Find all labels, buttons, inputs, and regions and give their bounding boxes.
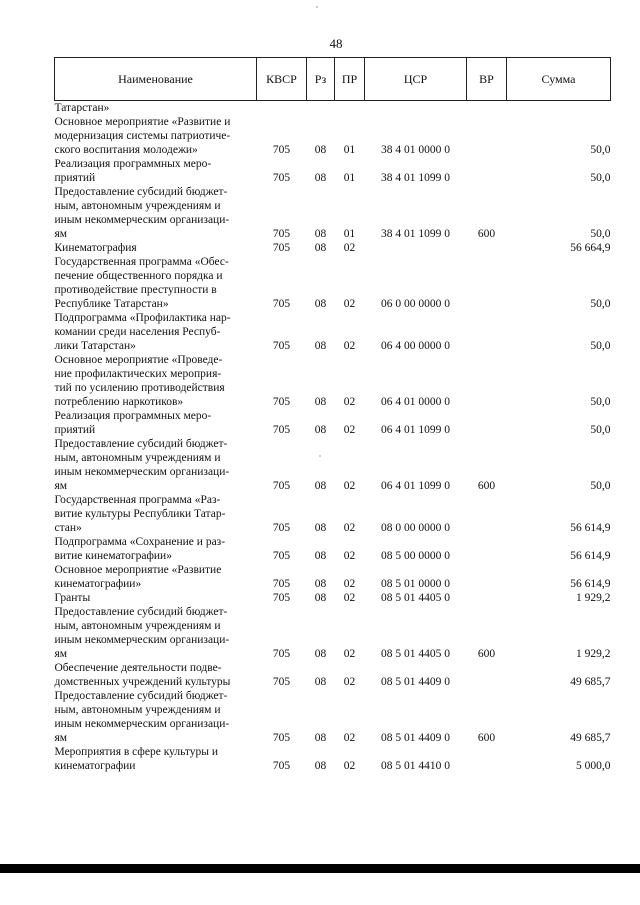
cell-kvsr: 705 (272, 172, 291, 184)
name-line: Основное мероприятие «Развитие (54, 564, 222, 576)
cell-vr (467, 115, 507, 157)
table-row (55, 157, 611, 185)
cell-vr (467, 157, 507, 185)
name-line: Основное мероприятие «Проведе- (54, 354, 223, 366)
cell-rz: 08 (314, 228, 327, 240)
name-line: печение общественного порядка и (54, 270, 223, 282)
page-number: 48 (329, 36, 343, 51)
name-line: ям (54, 228, 68, 240)
cell-pr: 01 (343, 228, 356, 240)
cell-kvsr: 705 (272, 732, 291, 744)
name-line: лики Татарстан» (54, 340, 136, 352)
cell-pr: 02 (343, 550, 356, 562)
name-line: комании среди населения Респуб- (54, 326, 221, 338)
header-vr: ВР (467, 58, 507, 101)
cell-csr (365, 241, 467, 255)
cell-kvsr: 705 (272, 648, 291, 660)
cell-vr: 600 (477, 228, 496, 240)
cell-rz: 08 (314, 550, 327, 562)
table-row (55, 437, 611, 493)
cell-rz: 08 (314, 396, 327, 408)
cell-kvsr: 705 (272, 676, 291, 688)
cell-pr: 02 (343, 242, 356, 254)
name-line: приятий (54, 172, 96, 184)
row-name (55, 353, 257, 409)
cell-rz: 08 (314, 732, 327, 744)
cell-sum: 50,0 (590, 396, 611, 408)
cell-sum: 50,0 (590, 480, 611, 492)
name-line: модернизация системы патриотиче- (54, 130, 231, 142)
row-name (55, 437, 257, 493)
cell-pr: 02 (343, 340, 356, 352)
header-name: Наименование (55, 58, 257, 101)
cell-csr: 38 4 01 1099 0 (381, 172, 450, 184)
cell-vr (467, 661, 507, 689)
header-sum: Сумма (507, 58, 611, 101)
row-name (55, 311, 257, 353)
cell-csr: 08 5 01 4410 0 (381, 760, 450, 772)
cell-rz: 08 (314, 172, 327, 184)
row-name (55, 563, 257, 591)
cell-rz: 08 (314, 760, 327, 772)
cell-vr (467, 311, 507, 353)
cell-vr: 600 (477, 732, 496, 744)
name-line: иным некоммерческим организаци- (54, 718, 230, 730)
cell-pr: 02 (343, 592, 356, 604)
cell-rz: 08 (314, 340, 327, 352)
cell-sum: 50,0 (590, 340, 611, 352)
header-kvsr: КВСР (257, 58, 307, 101)
cell-csr: 38 4 01 1099 0 (381, 228, 450, 240)
cell-kvsr: 705 (272, 242, 291, 254)
header-pr: ПР (335, 58, 365, 101)
row-name (55, 157, 257, 185)
cell-rz: 08 (314, 480, 327, 492)
cell-rz: 08 (314, 144, 327, 156)
row-name (55, 745, 257, 773)
name-line: ным, автономным учреждениям и (54, 620, 221, 632)
row-name (55, 255, 257, 311)
cell-pr: 02 (343, 298, 356, 310)
name-line: Государственная программа «Раз- (54, 494, 221, 506)
cell-vr (467, 493, 507, 535)
cell-rz: 08 (314, 578, 327, 590)
name-line: Предоставление субсидий бюджет- (54, 606, 228, 618)
table-row (55, 591, 611, 605)
cell-csr: 08 5 01 4405 0 (381, 648, 450, 660)
name-line: иным некоммерческим организаци- (54, 466, 230, 478)
name-line: домственных учреждений культуры (54, 676, 231, 688)
name-line: Кинематография (54, 242, 137, 254)
cell-sum: 50,0 (590, 228, 611, 240)
name-line: Государственная программа «Обес- (54, 256, 229, 268)
table-row (55, 115, 611, 157)
cell-pr: 01 (343, 144, 356, 156)
cell-csr: 06 0 00 0000 0 (381, 298, 450, 310)
cell-sum: 49 685,7 (570, 676, 611, 688)
cell-csr: 06 4 01 0000 0 (381, 396, 450, 408)
cell-pr: 02 (343, 676, 356, 688)
name-line: Предоставление субсидий бюджет- (54, 186, 228, 198)
cell-kvsr: 705 (272, 228, 291, 240)
name-line: Основное мероприятие «Развитие и (54, 116, 231, 128)
cell-kvsr: 705 (272, 298, 291, 310)
cell-pr: 02 (343, 424, 356, 436)
name-line: ям (54, 480, 68, 492)
table-row (55, 493, 611, 535)
name-line: витие культуры Республики Татар- (54, 508, 226, 520)
cell-vr (467, 101, 507, 116)
cell-kvsr (257, 101, 307, 116)
name-line: Реализация программных меро- (54, 158, 212, 170)
table-header-row (55, 58, 611, 101)
cell-csr (365, 101, 467, 116)
cell-sum: 49 685,7 (570, 732, 611, 744)
cell-vr (467, 535, 507, 563)
cell-pr: 01 (343, 172, 356, 184)
cell-vr (467, 409, 507, 437)
table-row (55, 101, 611, 116)
name-line: Мероприятия в сфере культуры и (54, 746, 219, 758)
name-line: приятий (54, 424, 96, 436)
table-row (55, 605, 611, 661)
cell-kvsr: 705 (272, 144, 291, 156)
row-name (55, 409, 257, 437)
cell-csr: 08 5 01 4405 0 (381, 592, 450, 604)
cell-sum: 56 664,9 (570, 242, 611, 254)
cell-kvsr: 705 (272, 396, 291, 408)
cell-csr: 06 4 01 1099 0 (381, 480, 450, 492)
cell-kvsr: 705 (272, 424, 291, 436)
name-line: ние профилактических мероприя- (54, 368, 222, 380)
cell-csr: 06 4 01 1099 0 (381, 424, 450, 436)
cell-vr (467, 591, 507, 605)
row-name (55, 493, 257, 535)
cell-sum: 1 929,2 (576, 592, 611, 604)
cell-kvsr: 705 (272, 550, 291, 562)
name-line: потреблению наркотиков» (54, 396, 184, 408)
cell-kvsr: 705 (272, 578, 291, 590)
cell-rz: 08 (314, 522, 327, 534)
cell-csr: 06 4 00 0000 0 (381, 340, 450, 352)
cell-vr (467, 353, 507, 409)
header-csr: ЦСР (365, 58, 467, 101)
cell-sum: 1 929,2 (576, 648, 611, 660)
table-row (55, 409, 611, 437)
cell-pr: 02 (343, 578, 356, 590)
name-line: Подпрограмма «Профилактика нар- (54, 312, 231, 324)
cell-vr: 600 (477, 480, 496, 492)
cell-pr: 02 (343, 732, 356, 744)
name-line: иным некоммерческим организаци- (54, 634, 230, 646)
cell-kvsr: 705 (272, 340, 291, 352)
cell-pr: 02 (343, 480, 356, 492)
cell-vr (467, 241, 507, 255)
table-body (55, 101, 611, 774)
table-row (55, 563, 611, 591)
name-line: ным, автономным учреждениям и (54, 704, 221, 716)
cell-rz: 08 (314, 242, 327, 254)
cell-pr (335, 101, 365, 116)
name-line: ным, автономным учреждениям и (54, 452, 221, 464)
cell-sum: 50,0 (590, 144, 611, 156)
table-row (55, 745, 611, 773)
cell-sum: 56 614,9 (570, 578, 611, 590)
cell-vr (467, 745, 507, 773)
cell-sum: 56 614,9 (570, 550, 611, 562)
budget-table (54, 57, 611, 773)
table-row (55, 535, 611, 563)
cell-kvsr: 705 (272, 480, 291, 492)
name-line: Гранты (54, 592, 91, 604)
header-rz: Рз (307, 58, 335, 101)
cell-sum: 56 614,9 (570, 522, 611, 534)
table-row (55, 311, 611, 353)
row-name (55, 661, 257, 689)
cell-sum: 50,0 (590, 424, 611, 436)
cell-csr: 08 5 00 0000 0 (381, 550, 450, 562)
name-line: Татарстан» (54, 102, 110, 114)
cell-rz: 08 (314, 648, 327, 660)
cell-pr: 02 (343, 522, 356, 534)
cell-csr: 08 0 00 0000 0 (381, 522, 450, 534)
name-line: тий по усилению противодействия (54, 382, 225, 394)
cell-kvsr: 705 (272, 760, 291, 772)
row-name (55, 689, 257, 745)
cell-sum: 50,0 (590, 298, 611, 310)
cell-sum (507, 101, 611, 116)
cell-csr: 08 5 01 4409 0 (381, 732, 450, 744)
cell-sum: 5 000,0 (576, 760, 611, 772)
cell-pr: 02 (343, 396, 356, 408)
cell-kvsr: 705 (272, 592, 291, 604)
table-row (55, 661, 611, 689)
name-line: кинематографии» (54, 578, 142, 590)
table-row (55, 241, 611, 255)
cell-rz: 08 (314, 424, 327, 436)
name-line: ным, автономным учреждениям и (54, 200, 221, 212)
cell-pr: 02 (343, 760, 356, 772)
table-row (55, 185, 611, 241)
row-name (55, 241, 257, 255)
name-line: ям (54, 648, 68, 660)
row-name (55, 101, 257, 116)
name-line: витие кинематографии» (54, 550, 172, 562)
row-name (55, 535, 257, 563)
cell-rz: 08 (314, 592, 327, 604)
name-line: Предоставление субсидий бюджет- (54, 438, 228, 450)
scan-artifact (319, 455, 321, 457)
row-name (55, 115, 257, 157)
name-line: ям (54, 732, 68, 744)
scan-edge-bar (0, 864, 640, 873)
table-row (55, 689, 611, 745)
cell-csr: 38 4 01 0000 0 (381, 144, 450, 156)
name-line: кинематографии (54, 760, 136, 772)
cell-rz (307, 101, 335, 116)
cell-vr (467, 563, 507, 591)
name-line: ского воспитания молодежи» (54, 144, 198, 156)
name-line: Предоставление субсидий бюджет- (54, 690, 228, 702)
cell-csr: 08 5 01 0000 0 (381, 578, 450, 590)
cell-vr (467, 255, 507, 311)
table-row (55, 353, 611, 409)
name-line: иным некоммерческим организаци- (54, 214, 230, 226)
name-line: стан» (54, 522, 82, 534)
cell-vr: 600 (477, 648, 496, 660)
name-line: противодействие преступности в (54, 284, 217, 296)
name-line: Обеспечение деятельности подве- (54, 662, 222, 674)
name-line: Республике Татарстан» (54, 298, 169, 310)
name-line: Реализация программных меро- (54, 410, 212, 422)
row-name (55, 185, 257, 241)
cell-csr: 08 5 01 4409 0 (381, 676, 450, 688)
cell-rz: 08 (314, 298, 327, 310)
cell-pr: 02 (343, 648, 356, 660)
row-name (55, 605, 257, 661)
table-row (55, 255, 611, 311)
name-line: Подпрограмма «Сохранение и раз- (54, 536, 226, 548)
row-name (55, 591, 257, 605)
cell-sum: 50,0 (590, 172, 611, 184)
cell-kvsr: 705 (272, 522, 291, 534)
cell-rz: 08 (314, 676, 327, 688)
scan-artifact (316, 6, 318, 8)
